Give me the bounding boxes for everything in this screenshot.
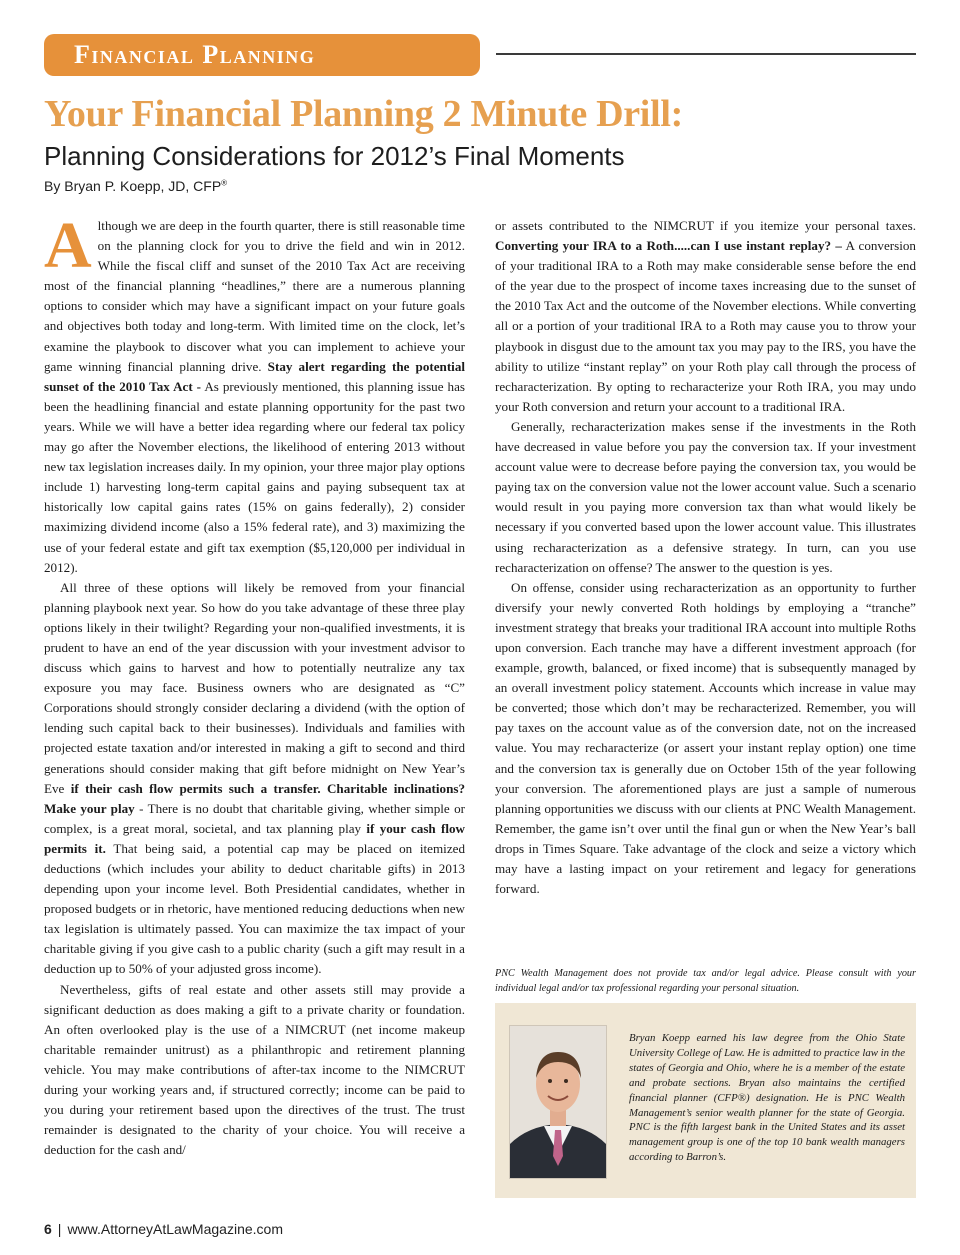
- article-subtitle: Planning Considerations for 2012’s Final Moments: [44, 141, 625, 171]
- article-title: Your Financial Planning 2 Minute Drill:: [44, 93, 683, 135]
- paragraph-2-b: - There is no doubt that charitable giving, whether simple or complex, is a great moral, societal, and tax planning play: [44, 800, 465, 836]
- subhead-tax-act: Stay alert regarding the potential sunset of the 2010 Tax Act -: [44, 358, 465, 394]
- subhead-charitable: if their cash flow permits such a transfer. Charitable inclinations? Make your play: [44, 780, 465, 816]
- paragraph-2-a: All three of these options will likely be removed from your financial planning playbook next year. So how do you take advantage of these three play options likely in their twilight? Regarding your non-qualified investments, it is prudent to have an end of the year discussion with your investment advisor to discuss which gains to harvest and how to potentially neutralize any tax exposure you may face. Business owners who are designated as “C” Corporations should strongly consider declaring a dividend (with the option of lending such capital back to their businesses). Individuals and families with projected estate taxation and/or interested in making a gift to second and third generations should consider making that gift before midnight on New Year’s Eve: [44, 579, 465, 796]
- author-portrait-image: [510, 1026, 606, 1178]
- paragraph-1-intro: lthough we are deep in the fourth quarter, there is still reasonable time on the planning clock for you to drive the field and win in 2012. While the fiscal cliff and sunset of the 2010 Tax Act are receiving most of the financial planning “headlines,” there are a numerous planning options to consider which may have a significant impact on your future goals and objectives both today and long-term. With limited time on the clock, let’s examine the playbook to discover what you can implement to achieve your game winning financial planning drive.: [44, 218, 465, 374]
- footer: [44, 1221, 283, 1237]
- right-column: [495, 216, 916, 899]
- paragraph-4-a: or assets contributed to the NIMCRUT if you itemize your personal taxes.: [495, 218, 916, 233]
- paragraph-3: Nevertheless, gifts of real estate and other assets still may provide a significant deduction as does making a gift to a private charity or foundation. An often overlooked play is the use of a NIMCRUT (net income makeup charitable remainder unitrust) as a philanthropic and retirement planning vehicle. You may make contributions of after-tax income to the NIMCRUT during your working years and, if structured correctly; income can be paid to you during your retirement based upon the directives of the trust. The trust remainder is designated to the charity of your choice. You will receive a deduction for the cash and/: [44, 981, 465, 1158]
- paragraph-6: On offense, consider using recharacterization as an opportunity to further diversify your newly converted Roth holdings by employing a “tranche” investment strategy that breaks your traditional IRA account into multiple Roths upon conversion. Each tranche may have a different investment approach (for example, growth, balanced, or fixed income) that is subsequently managed by an overall investment policy statement. Accounts which increase in value may be converted; those which don’t may be recharacterized. Remember, you will pay taxes on the account value as of the conversion date, not on the increased value. You may recharacterize (or assert your instant replay option) one time and the conversion tax is generally due on October 15th of the year following your conversion. The aforementioned plays are just a sample of numerous planning opportunities we discuss with our clients at PNC Wealth Management. Remember, the game isn’t over until the final gun or when the New Year’s ball drops in Times Square. Take advantage of the clock and seize a victory which may have a lasting impact on your retirement and legacy for generations forward.: [495, 579, 916, 897]
- author-photo: [509, 1025, 607, 1179]
- drop-cap: A: [44, 209, 92, 282]
- section-label: Financial Planning: [44, 34, 480, 76]
- paragraph-1-rest: As previously mentioned, this planning issue has been the headlining financial and estate planning opportunity for the past two years. While we will have a better idea regarding where our federal tax policy may go after the November elections, the likelihood of entering 2013 without new tax legislation increases daily. In my opinion, your three major play options include 1) harvesting long-term capital gains and paying subsequent tax at historically low capital gains rates (15% on gains federally), 2) consider maximizing dividend income (also a 15% federal rate), and 3) maximizing the use of your federal estate and gift tax exemption ($5,120,000 per individual in 2012).: [44, 378, 465, 575]
- author-bio-text: Bryan Koepp earned his law degree from the Ohio State University College of Law. He is admitted to practice law in the states of Georgia and Ohio, where he is a member of the estate and probate sections. Bryan also maintains the certified financial planner (CFP®) designation. He is PNC Wealth Management’s senior wealth planner for the state of Georgia. PNC is the fifth largest bank in the United States and its asset management group is one of the top 10 bank wealth managers according to Barron’s.: [629, 1032, 905, 1164]
- paragraph-1: [44, 209, 465, 578]
- byline-text: By Bryan P. Koepp, JD, CFP: [44, 178, 222, 194]
- byline: [44, 178, 227, 194]
- footer-separator: |: [57, 1221, 62, 1237]
- registered-mark: ®: [221, 178, 228, 188]
- page-number: 6: [44, 1221, 52, 1237]
- paragraph-2-c: That being said, a potential cap may be placed on itemized deductions (which includes your ability to deduct charitable gifts) in 2013 depending upon your income level. Both Presidential candidates, whether in proposed budgets or in rhetoric, have mentioned reducing deductions when new tax legislation is ultimately passed. You can maximize the tax impact of your charitable giving if you give cash to a public charity (such a gift may result in a deduction up to 50% of your adjusted gross income).: [44, 840, 465, 977]
- paragraph-2: [44, 578, 465, 980]
- paragraph-4: [495, 216, 916, 417]
- disclaimer: PNC Wealth Management does not provide tax and/or legal advice. Please consult with your individual legal and/or tax professional regarding your personal situation.: [495, 968, 916, 994]
- left-column: [44, 209, 466, 1160]
- header-divider: [496, 53, 916, 55]
- subhead-roth: Converting your IRA to a Roth.....can I use instant replay? –: [495, 238, 842, 254]
- emphasis-cash-flow: if your cash flow permits it.: [44, 820, 466, 856]
- paragraph-5: Generally, recharacterization makes sense if the investments in the Roth have decreased in value before you pay the conversion tax. If your investment account value were to decrease before paying the conversion tax, you would be paying tax on the conversion value not the lower account value. Such a scenario would result in you paying more conversion tax than what would likely be necessary if you converted based upon the lower account value. This illustrates using recharacterization as a defensive strategy. In turn, can you use recharacterization on offense? The answer to the question is yes.: [495, 418, 916, 575]
- paragraph-4-b: A conversion of your traditional IRA to a Roth may make considerable sense before the end of the year due to the prospect of income taxes increasing due to the sunset of the 2010 Tax Act and the outcome of the November elections. While converting all or a portion of your traditional IRA to a Roth may cause you to throw your playbook in disgust due to the amount tax you may pay to the IRS, you have the ability to utilize “instant replay” on your Roth play call through the process of recharacterization. By opting to recharacterize your Roth IRA, you may undo your Roth conversion and return your account to a traditional IRA.: [495, 238, 916, 414]
- footer-url[interactable]: www.AttorneyAtLawMagazine.com: [67, 1221, 283, 1237]
- author-bio-box: [495, 1003, 916, 1198]
